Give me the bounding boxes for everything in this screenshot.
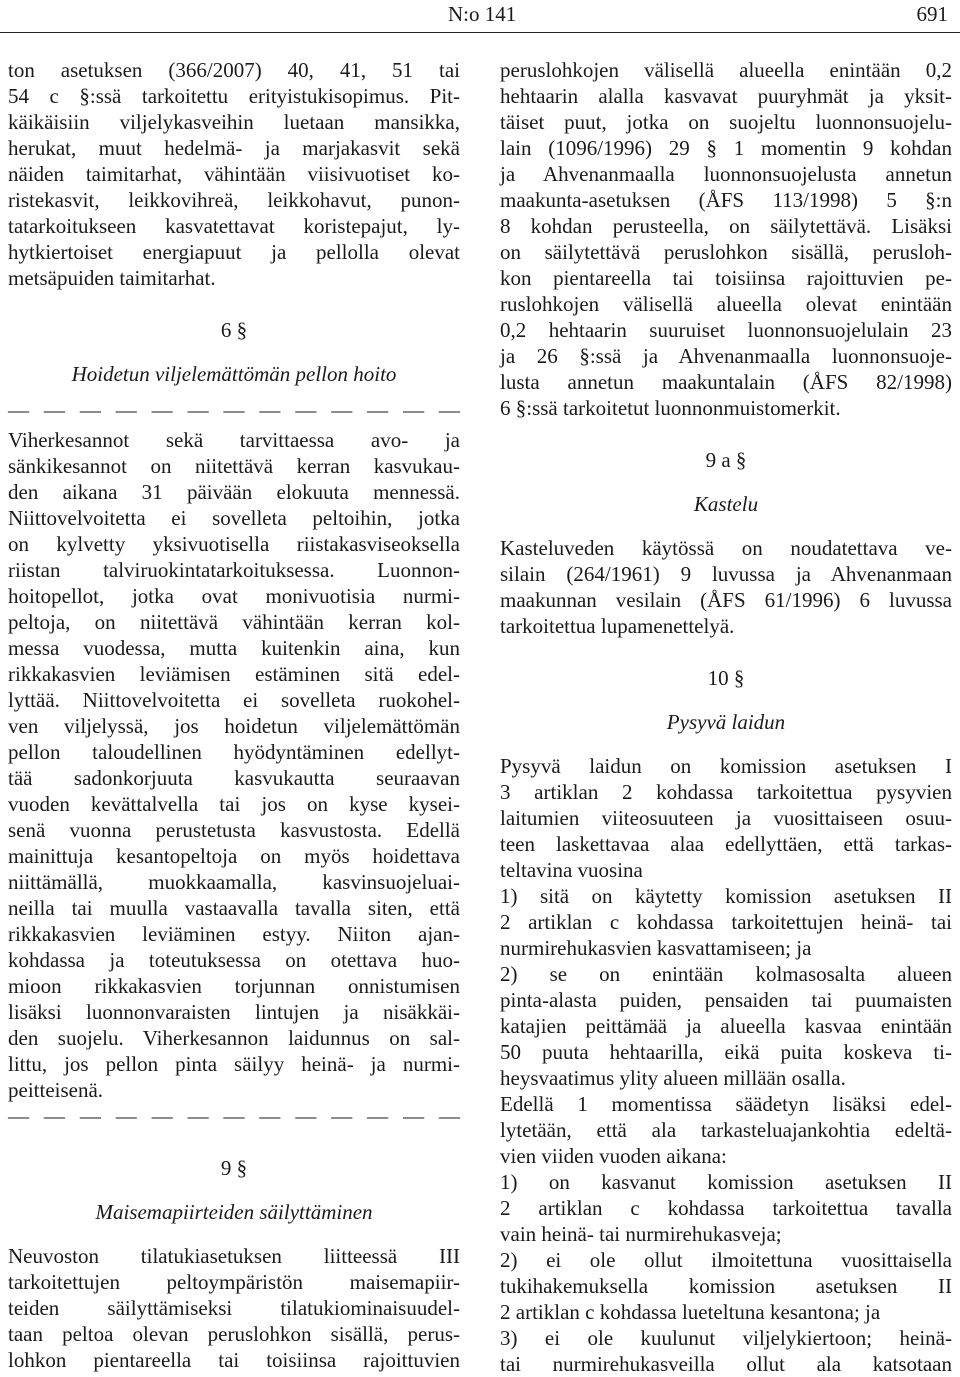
intro-paragraph (8, 57, 460, 291)
text-line: tarkoitettua lupamenettelyä. (500, 614, 735, 638)
text-line: hytkiertoiset energiapuut ja pellolla olevat (8, 240, 460, 264)
section-6-number: 6 § (220, 318, 248, 342)
text-line: 3) ei ole kuulunut viljelykiertoon; heinä- (500, 1326, 952, 1350)
text-line: maakunnan vesilain (ÅFS 61/1996) 6 luvussa (500, 588, 952, 612)
text-line: 54 c §:ssä tarkoitettu erityistukisopimus. Pit- (8, 84, 460, 108)
text-line: Niittovelvoitetta ei sovelleta peltoihin, jotka (8, 506, 460, 530)
page-header (0, 0, 960, 34)
text-line: 2 artiklan c kohdassa tarkoitettua tavalla (500, 1196, 952, 1220)
text-line: lusta annetun maakuntalain (ÅFS 82/1998) (500, 370, 952, 394)
section-9-number: 9 § (220, 1156, 248, 1180)
text-line: 50 puuta hehtaarilla, eikä puita koskeva ti- (500, 1040, 952, 1064)
right-column (500, 57, 952, 1377)
page-reference: N:o 141 (448, 2, 517, 26)
text-line: neilla tai muulla vastaavalla tavalla siten, että (8, 896, 460, 920)
text-line: teiden säilyttämiseksi tilatukiominaisuudel- (8, 1296, 460, 1320)
page-number: 691 (916, 2, 948, 26)
text-line: 2 artiklan c kohdassa tarkoitettujen heinä- tai (500, 910, 952, 934)
text-line: peitteisenä. (8, 1078, 104, 1102)
section-10-title: Pysyvä laidun (666, 710, 786, 734)
text-line: on säilytettävä peruslohkon sisällä, perusloh- (500, 240, 952, 264)
text-line: käikäisiin viljelykasveihin luetaan mansikka, (8, 110, 460, 134)
section-6-body (8, 427, 460, 1103)
text-line: vuoden kevättalvella tai jos on kyse kysei- (8, 792, 460, 816)
text-line: 2 artiklan c kohdassa lueteltuna kesantona; ja (500, 1300, 881, 1324)
text-line: 1) on kasvanut komission asetuksen II (500, 1170, 952, 1194)
text-line: 2) ei ole ollut ilmoitettuna vuosittaisella (500, 1248, 952, 1272)
text-line: tarkoitettujen peltoympäristön maisemapiir- (8, 1270, 460, 1294)
text-line: rikkakasvien leviäminen estyy. Niiton ajan- (8, 922, 460, 946)
section-9a-body (500, 535, 952, 639)
text-line: laitumien viiteosuuteen ja vuosittaiseen osuu- (500, 806, 952, 830)
text-line: lohkon pientareella tai toisiinsa rajoittuvien (8, 1348, 460, 1372)
text-line: herukat, muut hedelmä- ja marjakasvit sekä (8, 136, 460, 160)
text-line: on kylvetty yksivuotisella riistakasviseoksella (8, 532, 460, 556)
text-line: Pysyvä laidun on komission asetuksen I (500, 754, 952, 778)
text-line: maakunta-asetuksen (ÅFS 113/1998) 5 §:n (500, 188, 952, 212)
text-line: senä vuonna perustetusta kasvustosta. Edellä (8, 818, 460, 842)
text-line: tukihakemuksella komission asetuksen II (500, 1274, 952, 1298)
text-line: hoitopellot, jotka ovat monivuotisia nurmi- (8, 584, 460, 608)
text-line: tai nurmirehukasveilla ollut ala katsotaan (500, 1352, 952, 1376)
section-9a-title: Kastelu (693, 492, 759, 516)
text-line: mioon rikkakasvien torjunnan onnistumisen (8, 974, 460, 998)
text-line: Kasteluveden käytössä on noudatettava ve- (500, 536, 952, 560)
text-line: teen laskettavaa alaa edellyttäen, että tarkas- (500, 832, 952, 856)
section-9a-number: 9 a § (705, 448, 747, 472)
text-line: katajien peittämää ja alueella kasvaa enintään (500, 1014, 952, 1038)
section-9-body (8, 1243, 460, 1373)
omission-dashes: — — — — — — — — — — — — — (8, 398, 460, 422)
text-line: lain (1096/1996) 29 § 1 momentin 9 kohdan (500, 136, 952, 160)
text-line: tatarkoitukseen kasvatettavat koristepajut, ly- (8, 214, 460, 238)
text-line: rikkakasvien leviämisen estäminen sitä edel- (8, 662, 460, 686)
header-rule (0, 32, 960, 33)
text-line: vien viiden vuoden aikana: (500, 1144, 727, 1168)
left-column (8, 57, 460, 1373)
text-line: 1) sitä on käytetty komission asetuksen II (500, 884, 952, 908)
text-line: peltoja, on niitettävä vähintään kerran kol- (8, 610, 460, 634)
text-line: Edellä 1 momentissa säädetyn lisäksi edel- (500, 1092, 952, 1116)
text-line: 0,2 hehtaarin suuruiset luonnonsuojelulain 23 (500, 318, 952, 342)
text-line: mainittuja kesantopeltoja on myös hoidettava (8, 844, 460, 868)
text-line: näiden taimitarhat, vähintään viisivuotiset ko- (8, 162, 460, 186)
text-line: ja 26 §:ssä ja Ahvenanmaalla luonnonsuoje- (500, 344, 952, 368)
text-line: täiset puut, jotka on suojeltu luonnonsuojelu- (500, 110, 952, 134)
text-line: pinta-alasta puiden, pensaiden tai puumaisten (500, 988, 952, 1012)
text-line: ruslohkojen välisellä alueella olevat enintään (500, 292, 952, 316)
text-line: 3 artiklan 2 kohdassa tarkoitettua pysyvien (500, 780, 952, 804)
section-10-body (500, 753, 952, 1377)
text-line: littu, jos pellon pinta säilyy heinä- ja nurmi- (8, 1052, 460, 1076)
text-line: heysvaatimus ylity alueen millään osalla. (500, 1066, 846, 1090)
text-line: niittämällä, muokkaamalla, kasvinsuojeluai- (8, 870, 460, 894)
text-line: riistan talviruokintatarkoituksessa. Luonnon- (8, 558, 460, 582)
text-line: messa vuodessa, mutta kuitenkin aina, kun (8, 636, 460, 660)
text-line: taan peltoa olevan peruslohkon sisällä, perus- (8, 1322, 460, 1346)
text-line: den aikana 31 päivään elokuuta mennessä. (8, 480, 460, 504)
text-line: ven viljelyssä, jos hoidetun viljelemättömän (8, 714, 460, 738)
text-line: Neuvoston tilatukiasetuksen liitteessä III (8, 1244, 460, 1268)
text-line: kon pientareella tai toisiinsa rajoittuvien pe- (500, 266, 952, 290)
continued-paragraph (500, 57, 952, 421)
text-line: peruslohkojen välisellä alueella enintään 0,2 (500, 58, 952, 82)
text-line: 2) se on enintään kolmasosalta alueen (500, 962, 952, 986)
text-line: lyttää. Niittovelvoitetta ei sovelleta ruokohel- (8, 688, 460, 712)
text-line: ton asetuksen (366/2007) 40, 41, 51 tai (8, 58, 460, 82)
text-line: hehtaarin alalla kasvavat puuryhmät ja yksit- (500, 84, 952, 108)
text-line: ja Ahvenanmaalla luonnonsuojelusta annetun (500, 162, 952, 186)
section-6-title: Hoidetun viljelemättömän pellon hoito (71, 362, 397, 386)
omission-dashes-2: — — — — — — — — — — — — — (8, 1104, 460, 1128)
text-line: 6 §:ssä tarkoitetut luonnonmuistomerkit. (500, 396, 841, 420)
text-line: teltavina vuosina (500, 858, 643, 882)
text-line: Viherkesannot sekä tarvittaessa avo- ja (8, 428, 460, 452)
text-line: 8 kohdan perusteella, on säilytettävä. Lisäksi (500, 214, 952, 238)
text-line: den suojelu. Viherkesannon laidunnus on sal- (8, 1026, 460, 1050)
text-line: lisäksi luonnonvaraisten lintujen ja nisäkkäi- (8, 1000, 460, 1024)
text-line: metsäpuiden taimitarhat. (8, 266, 216, 290)
text-line: lytetään, että ala tarkasteluajankohtia edeltä- (500, 1118, 952, 1142)
section-10-number: 10 § (707, 666, 745, 690)
text-line: silain (264/1961) 9 luvussa ja Ahvenanmaan (500, 562, 952, 586)
text-line: kohdassa ja toteutuksessa on otettava huo- (8, 948, 460, 972)
text-line: nurmirehukasvien kasvattamiseen; ja (500, 936, 812, 960)
text-line: sänkikesannot on niitettävä kerran kasvukau- (8, 454, 460, 478)
text-line: ristekasvit, leikkovihreä, leikkohavut, punon- (8, 188, 460, 212)
text-line: pellon taloudellinen hyödyntäminen edellyt- (8, 740, 460, 764)
text-line: tää sadonkorjuuta kasvukautta seuraavan (8, 766, 460, 790)
text-line: vain heinä- tai nurmirehukasveja; (500, 1222, 782, 1246)
section-9-title: Maisemapiirteiden säilyttäminen (95, 1200, 373, 1224)
